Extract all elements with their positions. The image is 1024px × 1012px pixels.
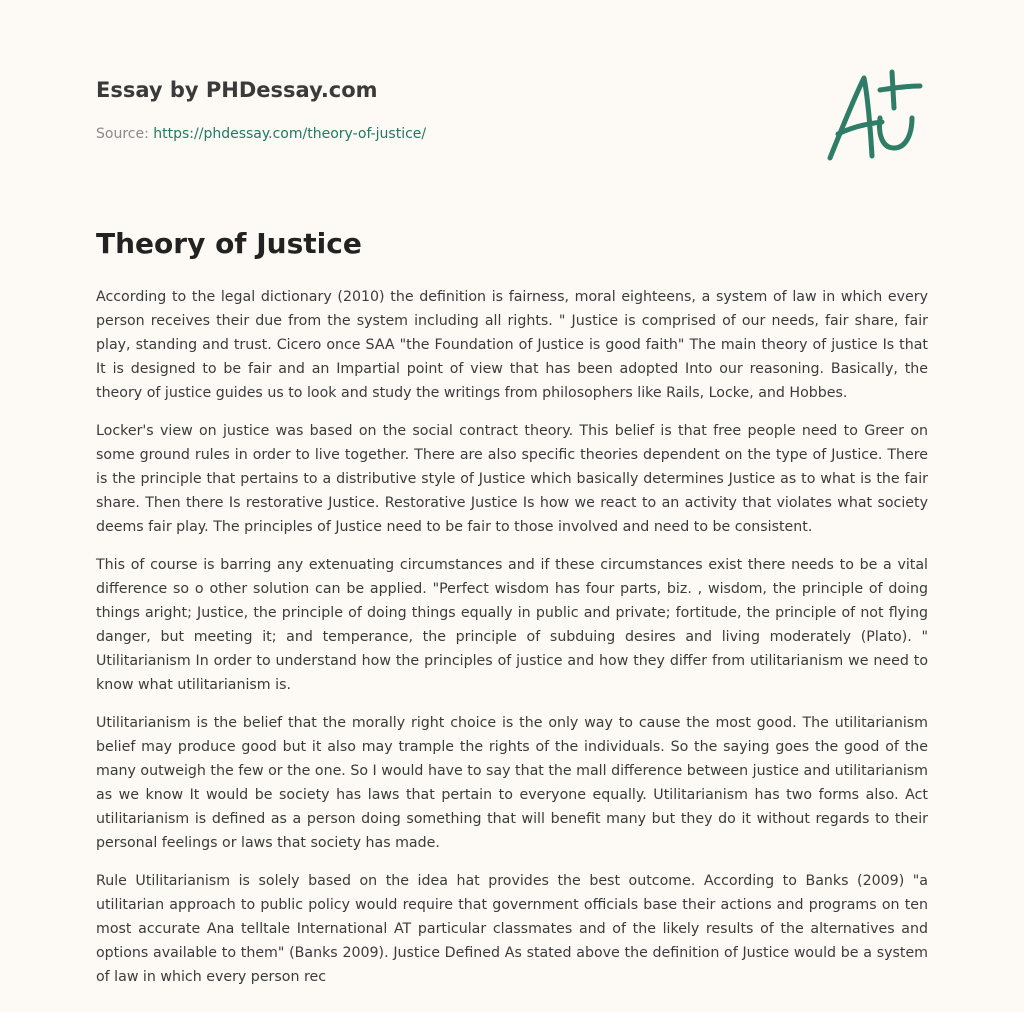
essay-paragraph: Rule Utilitarianism is solely based on the idea hat provides the best outcome. According to Banks (2009) "a utilitarian approach to public policy would require that government officials base their actions and programs on ten most accurate Ana telltale International AT particular classmates and of the likely results of the alternatives and options available to them" (Banks 2009). Justice Defined As stated above the definition of Justice would be a system of law in which every person rec <box>96 873 928 985</box>
source-label: Source: <box>96 126 149 142</box>
a-plus-logo-icon <box>820 68 930 168</box>
essay-title: Theory of Justice <box>96 227 362 260</box>
essay-paragraph: This of course is barring any extenuating circumstances and if these circumstances exist there needs to be a vital difference so o other solution can be applied. "Perfect wisdom has four parts, biz. , wisdom, the principle of doing things aright; Justice, the principle of doing things equally in public and private; fortitude, the principle of not flying danger, but meeting it; and temperance, the principle of subduing desires and living moderately (Plato). " Utilitarianism In order to understand how the principles of justice and how they differ from utilitarianism we need to know what utilitarianism is. <box>96 557 928 693</box>
source-line <box>96 124 796 144</box>
essay-paragraph: According to the legal dictionary (2010) the definition is fairness, moral eighteens, a system of law in which every person receives their due from the system including all rights. " Justice is comprised of our needs, fair share, fair play, standing and trust. Cicero once SAA "the Foundation of Justice is good faith" The main theory of justice Is that It is designed to be fair and an Impartial point of view that has been adopted Into our reasoning. Basically, the theory of justice guides us to look and study the writings from philosophers like Rails, Locke, and Hobbes. <box>96 289 928 401</box>
essay-paragraph: Utilitarianism is the belief that the morally right choice is the only way to cause the most good. The utilitarianism belief may produce good but it also may trample the rights of the individuals. So the saying goes the good of the many outweigh the few or the one. So I would have to say that the mall difference between justice and utilitarianism as we know It would be society has laws that pertain to everyone equally. Utilitarianism has two forms also. Act utilitarianism is defined as a person doing something that will benefit many but they do it without regards to their personal feelings or laws that society has made. <box>96 715 928 851</box>
essay-body <box>96 285 928 1003</box>
source-link[interactable]: https://phdessay.com/theory-of-justice/ <box>153 126 427 142</box>
essay-paragraph: Locker's view on justice was based on the social contract theory. This belief is that free people need to Greer on some ground rules in order to live together. There are also specific theories dependent on the type of Justice. There is the principle that pertains to a distributive style of Justice which basically determines Justice as to what is the fair share. Then there Is restorative Justice. Restorative Justice Is how we react to an activity that violates what society deems fair play. The principles of Justice need to be fair to those involved and need to be consistent. <box>96 423 928 535</box>
page-header <box>96 76 796 144</box>
site-title: Essay by PHDessay.com <box>96 78 378 102</box>
